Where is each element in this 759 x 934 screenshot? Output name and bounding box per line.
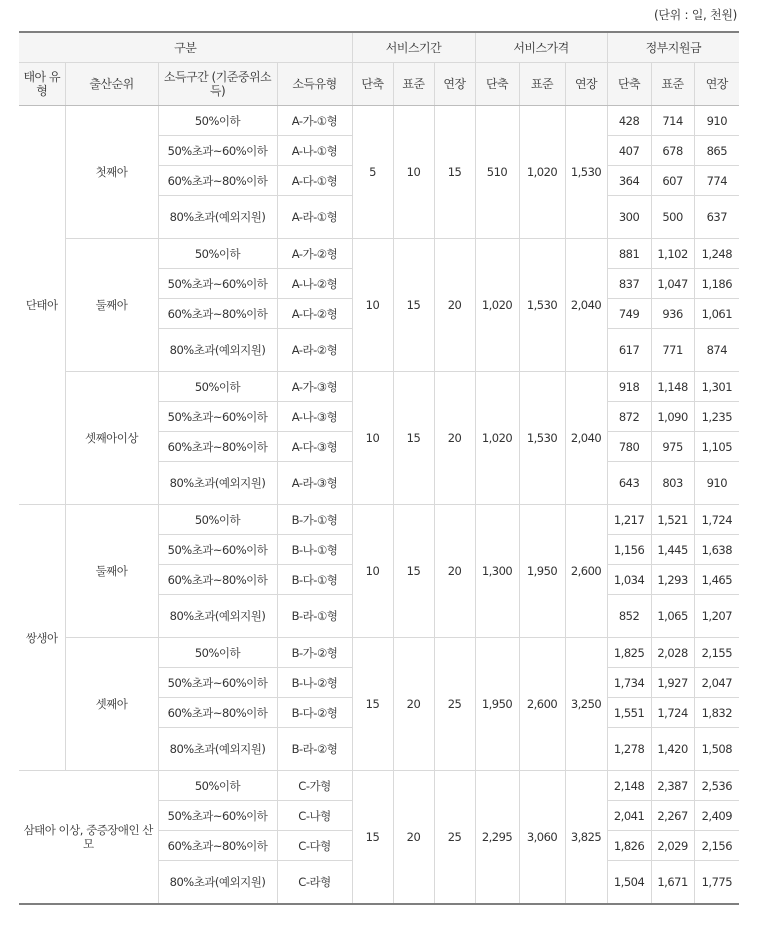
fetus-type-cell: 쌍생아 [19, 505, 65, 771]
income-type-cell: C-라형 [277, 861, 352, 905]
header-period-extended: 연장 [434, 63, 475, 106]
period-standard-cell: 15 [393, 505, 434, 638]
period-extended-cell: 20 [434, 239, 475, 372]
price-short-cell: 1,020 [475, 372, 519, 505]
price-short-cell: 2,295 [475, 771, 519, 905]
support-short-cell: 1,278 [607, 728, 651, 771]
support-extended-cell: 2,155 [694, 638, 739, 668]
income-range-cell: 50%초과~60%이하 [158, 402, 277, 432]
header-birth-order: 출산순위 [65, 63, 158, 106]
header-income-type: 소득유형 [277, 63, 352, 106]
period-standard-cell: 20 [393, 638, 434, 771]
support-extended-cell: 2,409 [694, 801, 739, 831]
period-standard-cell: 15 [393, 239, 434, 372]
income-range-cell: 50%이하 [158, 239, 277, 269]
support-short-cell: 852 [607, 595, 651, 638]
support-extended-cell: 910 [694, 106, 739, 136]
support-standard-cell: 1,102 [651, 239, 694, 269]
support-standard-cell: 936 [651, 299, 694, 329]
header-support-standard: 표준 [651, 63, 694, 106]
price-standard-cell: 2,600 [519, 638, 565, 771]
income-range-cell: 50%이하 [158, 372, 277, 402]
price-extended-cell: 1,530 [565, 106, 607, 239]
support-short-cell: 1,551 [607, 698, 651, 728]
birth-order-cell: 둘째아 [65, 505, 158, 638]
support-extended-cell: 774 [694, 166, 739, 196]
support-standard-cell: 1,148 [651, 372, 694, 402]
support-short-cell: 2,148 [607, 771, 651, 801]
income-type-cell: A-나-①형 [277, 136, 352, 166]
income-range-cell: 50%초과~60%이하 [158, 136, 277, 166]
income-type-cell: A-가-②형 [277, 239, 352, 269]
support-standard-cell: 1,065 [651, 595, 694, 638]
support-short-cell: 872 [607, 402, 651, 432]
period-extended-cell: 25 [434, 638, 475, 771]
income-type-cell: A-다-①형 [277, 166, 352, 196]
income-range-cell: 80%초과(예외지원) [158, 462, 277, 505]
support-short-cell: 881 [607, 239, 651, 269]
income-range-cell: 80%초과(예외지원) [158, 861, 277, 905]
support-short-cell: 364 [607, 166, 651, 196]
support-standard-cell: 803 [651, 462, 694, 505]
support-short-cell: 643 [607, 462, 651, 505]
income-range-cell: 50%초과~60%이하 [158, 801, 277, 831]
income-type-cell: A-나-③형 [277, 402, 352, 432]
period-short-cell: 15 [352, 771, 393, 905]
support-short-cell: 1,217 [607, 505, 651, 535]
price-short-cell: 510 [475, 106, 519, 239]
price-extended-cell: 3,825 [565, 771, 607, 905]
support-short-cell: 428 [607, 106, 651, 136]
income-type-cell: B-가-①형 [277, 505, 352, 535]
header-fetus-type: 태아 유형 [19, 63, 65, 106]
income-type-cell: B-나-①형 [277, 535, 352, 565]
price-standard-cell: 3,060 [519, 771, 565, 905]
header-category: 구분 [19, 32, 352, 63]
header-service-price: 서비스가격 [475, 32, 607, 63]
income-type-cell: B-나-②형 [277, 668, 352, 698]
support-standard-cell: 1,521 [651, 505, 694, 535]
support-extended-cell: 865 [694, 136, 739, 166]
support-extended-cell: 1,724 [694, 505, 739, 535]
income-type-cell: A-가-③형 [277, 372, 352, 402]
support-extended-cell: 1,186 [694, 269, 739, 299]
header-support-extended: 연장 [694, 63, 739, 106]
income-type-cell: B-다-②형 [277, 698, 352, 728]
support-standard-cell: 1,927 [651, 668, 694, 698]
period-extended-cell: 15 [434, 106, 475, 239]
income-type-cell: A-라-③형 [277, 462, 352, 505]
income-type-cell: C-다형 [277, 831, 352, 861]
support-standard-cell: 1,724 [651, 698, 694, 728]
support-short-cell: 1,826 [607, 831, 651, 861]
support-extended-cell: 1,638 [694, 535, 739, 565]
income-range-cell: 60%초과~80%이하 [158, 299, 277, 329]
header-price-short: 단축 [475, 63, 519, 106]
income-type-cell: C-가형 [277, 771, 352, 801]
birth-order-cell: 첫째아 [65, 106, 158, 239]
support-standard-cell: 500 [651, 196, 694, 239]
support-extended-cell: 874 [694, 329, 739, 372]
income-range-cell: 80%초과(예외지원) [158, 595, 277, 638]
price-extended-cell: 2,040 [565, 372, 607, 505]
support-standard-cell: 1,293 [651, 565, 694, 595]
income-range-cell: 60%초과~80%이하 [158, 831, 277, 861]
support-standard-cell: 1,420 [651, 728, 694, 771]
period-standard-cell: 15 [393, 372, 434, 505]
fetus-and-order-cell: 삼태아 이상, 중증장애인 산모 [19, 771, 158, 905]
support-extended-cell: 1,248 [694, 239, 739, 269]
price-extended-cell: 2,600 [565, 505, 607, 638]
income-range-cell: 60%초과~80%이하 [158, 698, 277, 728]
support-standard-cell: 2,028 [651, 638, 694, 668]
price-standard-cell: 1,530 [519, 239, 565, 372]
support-extended-cell: 1,235 [694, 402, 739, 432]
income-type-cell: B-라-①형 [277, 595, 352, 638]
support-short-cell: 407 [607, 136, 651, 166]
support-extended-cell: 1,775 [694, 861, 739, 905]
support-short-cell: 1,734 [607, 668, 651, 698]
support-extended-cell: 2,156 [694, 831, 739, 861]
support-short-cell: 2,041 [607, 801, 651, 831]
support-standard-cell: 1,090 [651, 402, 694, 432]
support-extended-cell: 2,047 [694, 668, 739, 698]
support-standard-cell: 607 [651, 166, 694, 196]
income-type-cell: A-라-②형 [277, 329, 352, 372]
support-standard-cell: 1,047 [651, 269, 694, 299]
support-extended-cell: 1,207 [694, 595, 739, 638]
income-type-cell: B-다-①형 [277, 565, 352, 595]
income-range-cell: 50%초과~60%이하 [158, 269, 277, 299]
support-extended-cell: 637 [694, 196, 739, 239]
header-price-standard: 표준 [519, 63, 565, 106]
income-type-cell: A-가-①형 [277, 106, 352, 136]
support-extended-cell: 2,536 [694, 771, 739, 801]
support-standard-cell: 1,671 [651, 861, 694, 905]
support-standard-cell: 714 [651, 106, 694, 136]
support-standard-cell: 2,267 [651, 801, 694, 831]
income-range-cell: 60%초과~80%이하 [158, 565, 277, 595]
period-short-cell: 10 [352, 239, 393, 372]
support-standard-cell: 678 [651, 136, 694, 166]
income-type-cell: B-가-②형 [277, 638, 352, 668]
support-short-cell: 1,156 [607, 535, 651, 565]
income-type-cell: A-다-③형 [277, 432, 352, 462]
price-standard-cell: 1,020 [519, 106, 565, 239]
voucher-price-table [19, 31, 739, 905]
period-short-cell: 5 [352, 106, 393, 239]
header-support-short: 단축 [607, 63, 651, 106]
support-extended-cell: 910 [694, 462, 739, 505]
period-short-cell: 15 [352, 638, 393, 771]
period-extended-cell: 20 [434, 505, 475, 638]
income-range-cell: 50%이하 [158, 505, 277, 535]
support-short-cell: 918 [607, 372, 651, 402]
header-service-period: 서비스기간 [352, 32, 475, 63]
income-range-cell: 80%초과(예외지원) [158, 728, 277, 771]
support-short-cell: 1,034 [607, 565, 651, 595]
income-type-cell: B-라-②형 [277, 728, 352, 771]
support-short-cell: 617 [607, 329, 651, 372]
support-extended-cell: 1,508 [694, 728, 739, 771]
income-range-cell: 80%초과(예외지원) [158, 196, 277, 239]
header-gov-support: 정부지원금 [607, 32, 739, 63]
income-range-cell: 80%초과(예외지원) [158, 329, 277, 372]
income-range-cell: 50%초과~60%이하 [158, 535, 277, 565]
support-extended-cell: 1,465 [694, 565, 739, 595]
income-range-cell: 60%초과~80%이하 [158, 432, 277, 462]
price-short-cell: 1,020 [475, 239, 519, 372]
income-range-cell: 50%이하 [158, 106, 277, 136]
income-type-cell: A-나-②형 [277, 269, 352, 299]
header-period-short: 단축 [352, 63, 393, 106]
period-extended-cell: 20 [434, 372, 475, 505]
support-short-cell: 749 [607, 299, 651, 329]
birth-order-cell: 셋째아이상 [65, 372, 158, 505]
support-standard-cell: 2,387 [651, 771, 694, 801]
support-short-cell: 780 [607, 432, 651, 462]
support-extended-cell: 1,832 [694, 698, 739, 728]
support-standard-cell: 771 [651, 329, 694, 372]
support-short-cell: 1,825 [607, 638, 651, 668]
price-standard-cell: 1,950 [519, 505, 565, 638]
unit-note: (단위 : 일, 천원) [653, 8, 737, 22]
support-extended-cell: 1,301 [694, 372, 739, 402]
support-short-cell: 1,504 [607, 861, 651, 905]
period-standard-cell: 20 [393, 771, 434, 905]
price-extended-cell: 3,250 [565, 638, 607, 771]
birth-order-cell: 셋째아 [65, 638, 158, 771]
support-extended-cell: 1,061 [694, 299, 739, 329]
period-short-cell: 10 [352, 372, 393, 505]
income-range-cell: 50%이하 [158, 771, 277, 801]
period-short-cell: 10 [352, 505, 393, 638]
period-extended-cell: 25 [434, 771, 475, 905]
header-income-range: 소득구간 (기준중위소득) [158, 63, 277, 106]
support-standard-cell: 1,445 [651, 535, 694, 565]
price-standard-cell: 1,530 [519, 372, 565, 505]
header-price-extended: 연장 [565, 63, 607, 106]
income-type-cell: C-나형 [277, 801, 352, 831]
support-short-cell: 837 [607, 269, 651, 299]
income-type-cell: A-라-①형 [277, 196, 352, 239]
birth-order-cell: 둘째아 [65, 239, 158, 372]
price-extended-cell: 2,040 [565, 239, 607, 372]
income-range-cell: 60%초과~80%이하 [158, 166, 277, 196]
price-short-cell: 1,950 [475, 638, 519, 771]
support-standard-cell: 975 [651, 432, 694, 462]
price-short-cell: 1,300 [475, 505, 519, 638]
support-standard-cell: 2,029 [651, 831, 694, 861]
header-period-standard: 표준 [393, 63, 434, 106]
fetus-type-cell: 단태아 [19, 106, 65, 505]
income-range-cell: 50%초과~60%이하 [158, 668, 277, 698]
period-standard-cell: 10 [393, 106, 434, 239]
support-short-cell: 300 [607, 196, 651, 239]
support-extended-cell: 1,105 [694, 432, 739, 462]
income-range-cell: 50%이하 [158, 638, 277, 668]
income-type-cell: A-다-②형 [277, 299, 352, 329]
